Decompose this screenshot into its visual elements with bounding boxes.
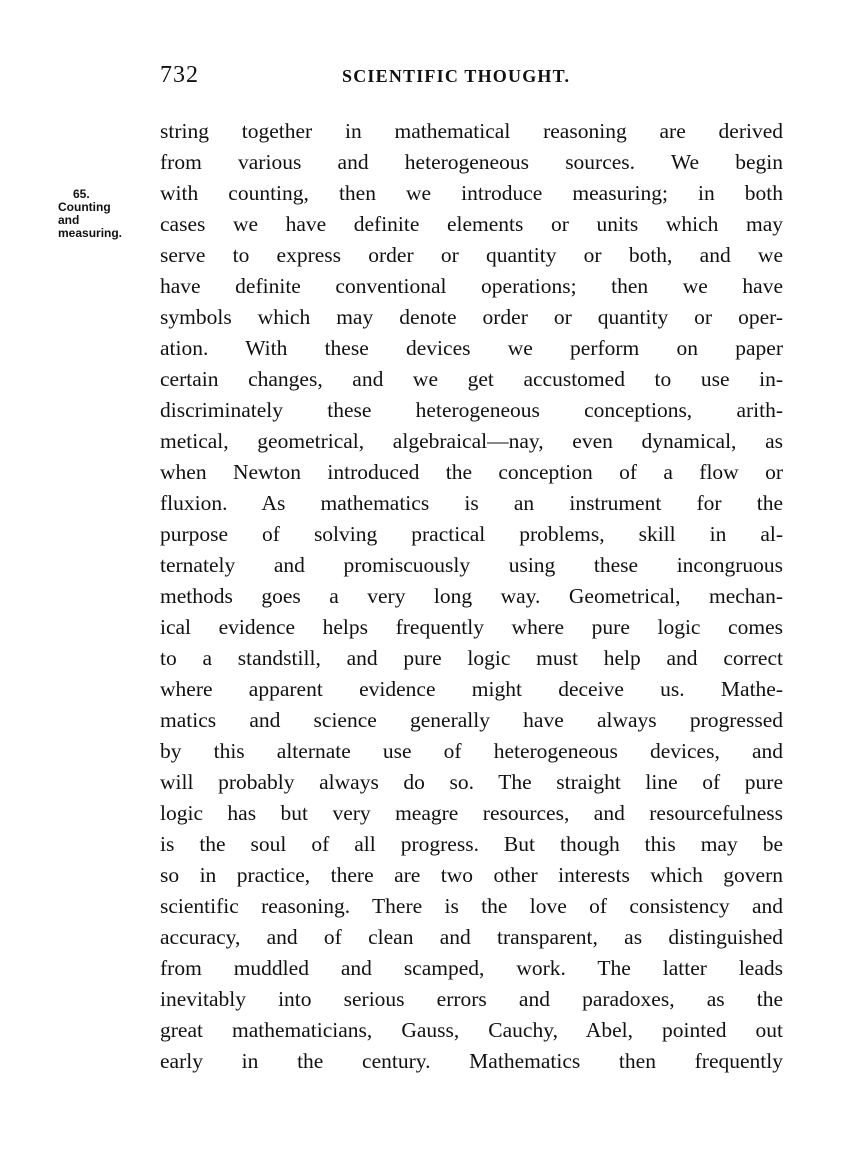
page-number: 732 (160, 62, 199, 88)
text-line: so in practice, there are two other interests which govern (160, 863, 783, 887)
text-line: is the soul of all progress. But though this may be (160, 832, 783, 856)
text-line: scientific reasoning. There is the love of consistency and (160, 894, 783, 918)
text-line: metical, geometrical, algebraical—nay, even dynamical, as (160, 429, 783, 453)
text-line: matics and science generally have always progressed (160, 708, 783, 732)
text-line: certain changes, and we get accustomed to use in- (160, 367, 783, 391)
text-line: fluxion. As mathematics is an instrument for the (160, 491, 783, 515)
text-line: purpose of solving practical problems, skill in al- (160, 522, 783, 546)
text-line: cases we have definite elements or units which may (160, 212, 783, 236)
text-line: ternately and promiscuously using these incongruous (160, 553, 783, 577)
text-line: when Newton introduced the conception of a flow or (160, 460, 783, 484)
text-line: inevitably into serious errors and paradoxes, as the (160, 987, 783, 1011)
text-line: have definite conventional operations; then we have (160, 274, 783, 298)
text-line: string together in mathematical reasoning are derived (160, 119, 783, 143)
section-number: 65. (73, 187, 90, 201)
text-line: great mathematicians, Gauss, Cauchy, Abel, pointed out (160, 1018, 783, 1042)
text-line: serve to express order or quantity or both, and we (160, 243, 783, 267)
text-line: from various and heterogeneous sources. We begin (160, 150, 783, 174)
text-line: accuracy, and of clean and transparent, as distinguished (160, 925, 783, 949)
running-title: SCIENTIFIC THOUGHT. (342, 66, 571, 86)
text-line: logic has but very meagre resources, and resourcefulness (160, 801, 783, 825)
text-line: discriminately these heterogeneous conceptions, arith- (160, 398, 783, 422)
text-line: ation. With these devices we perform on paper (160, 336, 783, 360)
body-text (160, 116, 783, 1077)
text-line: to a standstill, and pure logic must help and correct (160, 646, 783, 670)
text-line: where apparent evidence might deceive us. Mathe- (160, 677, 783, 701)
text-line: symbols which may denote order or quantity or oper- (160, 305, 783, 329)
margin-note-line: and (58, 213, 80, 227)
text-line: by this alternate use of heterogeneous devices, and (160, 739, 783, 763)
text-line: early in the century. Mathematics then frequently (160, 1049, 783, 1073)
text-line: methods goes a very long way. Geometrical, mechan- (160, 584, 783, 608)
text-line: ical evidence helps frequently where pure logic comes (160, 615, 783, 639)
text-line: will probably always do so. The straight line of pure (160, 770, 783, 794)
text-line: with counting, then we introduce measuring; in both (160, 181, 783, 205)
margin-note-line: Counting (58, 200, 111, 214)
margin-note-line: measuring. (58, 226, 123, 240)
margin-note (58, 188, 154, 240)
text-line: from muddled and scamped, work. The latter leads (160, 956, 783, 980)
